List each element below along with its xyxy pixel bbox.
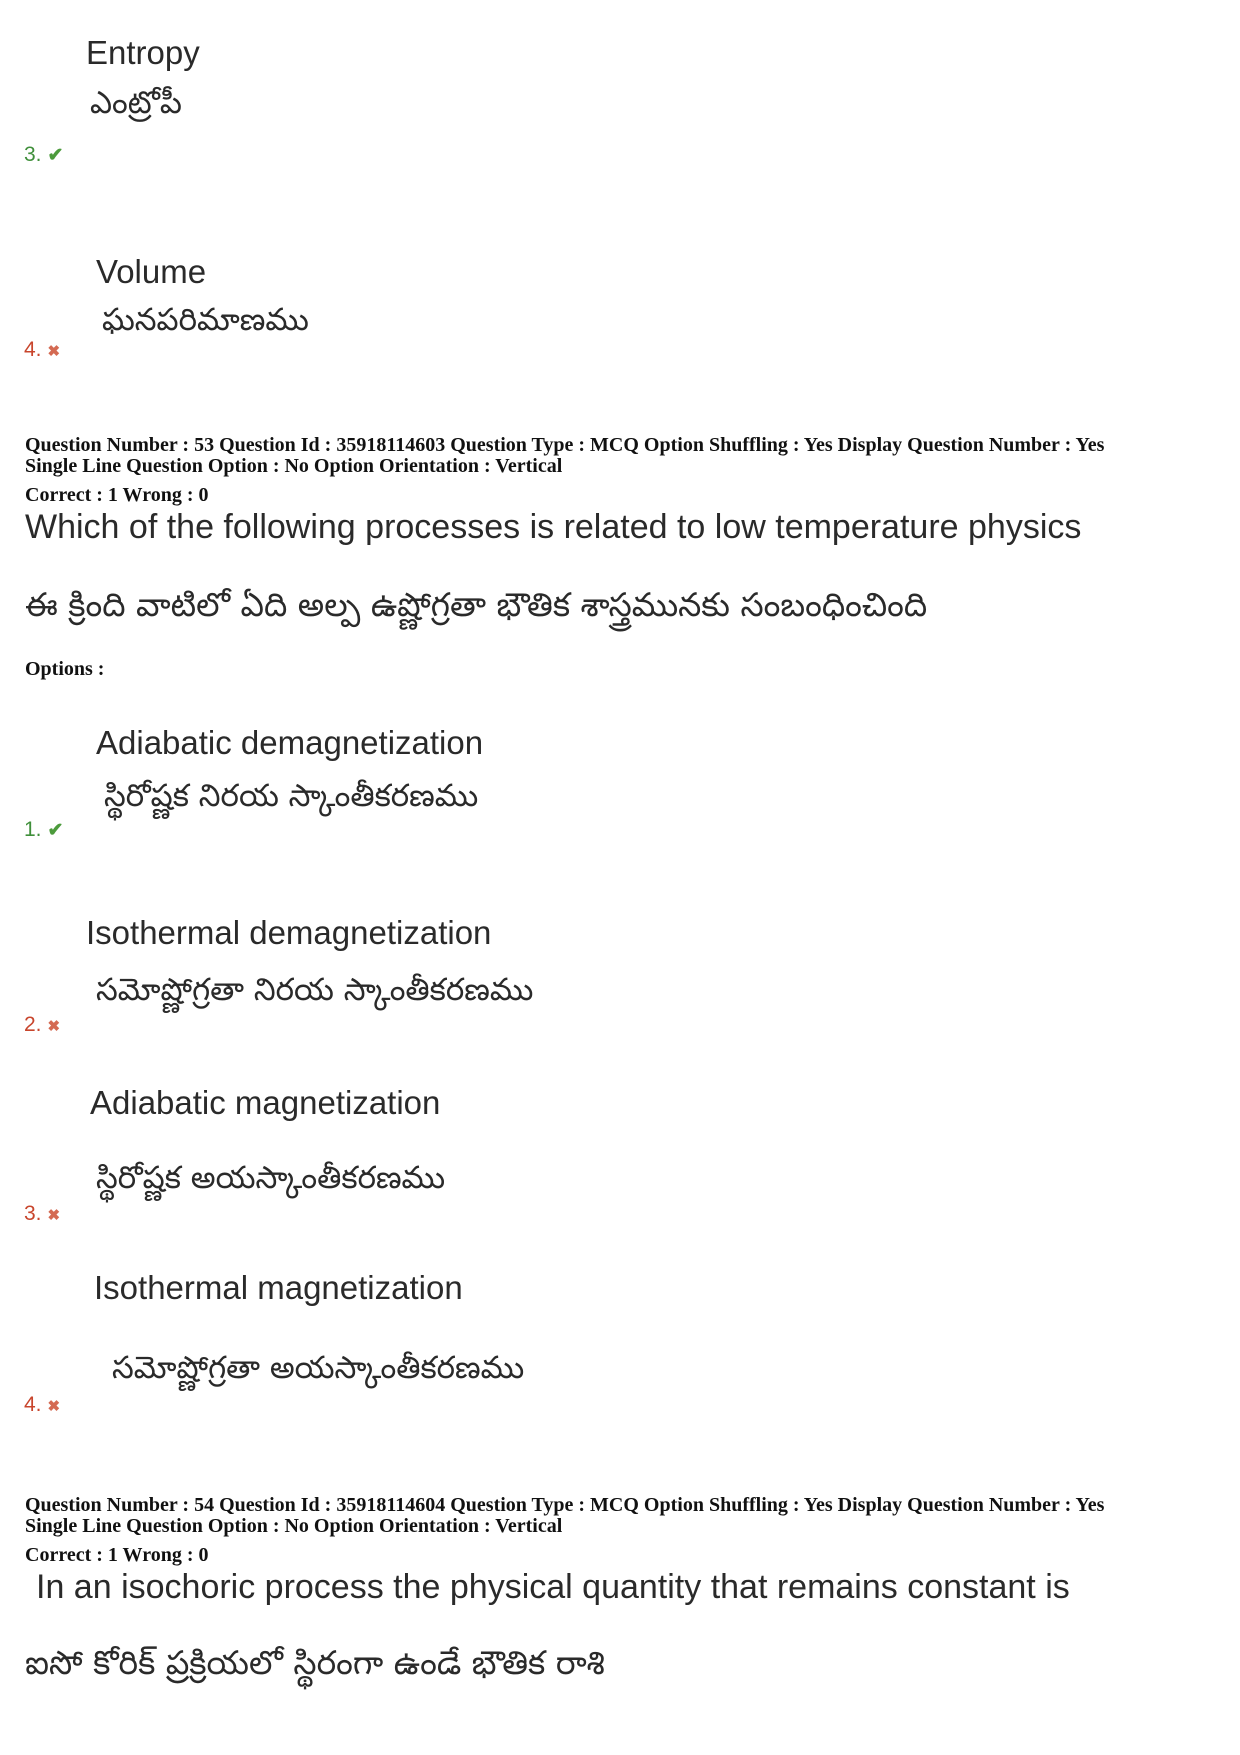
options-label: Options : bbox=[25, 658, 105, 680]
option-telugu-text: స్థిరోష్ణక నిరయ స్కాంతీకరణము bbox=[104, 778, 479, 814]
score-line: Correct : 1 Wrong : 0 bbox=[25, 1544, 209, 1566]
question-stem-english: In an isochoric process the physical quantity that remains constant is bbox=[36, 1568, 1070, 1606]
option-english-text: Entropy bbox=[86, 34, 200, 71]
cross-icon: ✖ bbox=[47, 1398, 61, 1415]
question-stem-telugu: ఐసో కోరిక్ ప్రక్రియలో స్థిరంగా ఉండే భౌతిక రాశి bbox=[25, 1643, 605, 1682]
option-number: 1. ✔ bbox=[24, 818, 64, 841]
question-stem-telugu: ఈ క్రింది వాటిలో ఏది అల్ప ఉష్ణోగ్రతా భౌతిక శాస్త్రమునకు సంబంధించింది bbox=[25, 585, 928, 624]
question-meta-line: Single Line Question Option : No Option Orientation : Vertical bbox=[25, 1515, 563, 1537]
option-number: 4. ✖ bbox=[24, 1393, 61, 1416]
option-english-text: Adiabatic demagnetization bbox=[96, 724, 484, 761]
option-english-text: Volume bbox=[96, 253, 207, 290]
option-english-text: Isothermal magnetization bbox=[94, 1269, 463, 1306]
question-meta-line: Question Number : 53 Question Id : 35918114603 Question Type : MCQ Option Shuffling : Yes Display Question Number : Yes bbox=[25, 434, 1105, 456]
option-english-text: Adiabatic magnetization bbox=[90, 1084, 441, 1121]
option-telugu-text: ఎంట్రోపీ bbox=[90, 85, 182, 121]
option-number: 4. ✖ bbox=[24, 338, 61, 361]
question-stem-english: Which of the following processes is related to low temperature physics bbox=[25, 508, 1082, 546]
option-telugu-text: సమోష్ణోగ్రతా అయస్కాంతీకరణము bbox=[112, 1350, 525, 1386]
cross-icon: ✖ bbox=[47, 1018, 61, 1035]
cross-icon: ✖ bbox=[47, 343, 61, 360]
score-line: Correct : 1 Wrong : 0 bbox=[25, 484, 209, 506]
option-telugu-text: ఘనపరిమాణము bbox=[102, 302, 309, 338]
option-telugu-text: స్థిరోష్ణక అయస్కాంతీకరణము bbox=[96, 1160, 446, 1196]
question-meta-line: Single Line Question Option : No Option Orientation : Vertical bbox=[25, 455, 563, 477]
check-icon: ✔ bbox=[47, 145, 64, 166]
question-meta-line: Question Number : 54 Question Id : 35918114604 Question Type : MCQ Option Shuffling : Yes Display Question Number : Yes bbox=[25, 1494, 1105, 1516]
option-number: 3. ✖ bbox=[24, 1202, 61, 1225]
option-number: 2. ✖ bbox=[24, 1013, 61, 1036]
cross-icon: ✖ bbox=[47, 1207, 61, 1224]
option-english-text: Isothermal demagnetization bbox=[86, 914, 492, 951]
option-number: 3. ✔ bbox=[24, 143, 64, 166]
check-icon: ✔ bbox=[47, 820, 64, 841]
option-telugu-text: సమోష్ణోగ్రతా నిరయ స్కాంతీకరణము bbox=[96, 972, 534, 1008]
